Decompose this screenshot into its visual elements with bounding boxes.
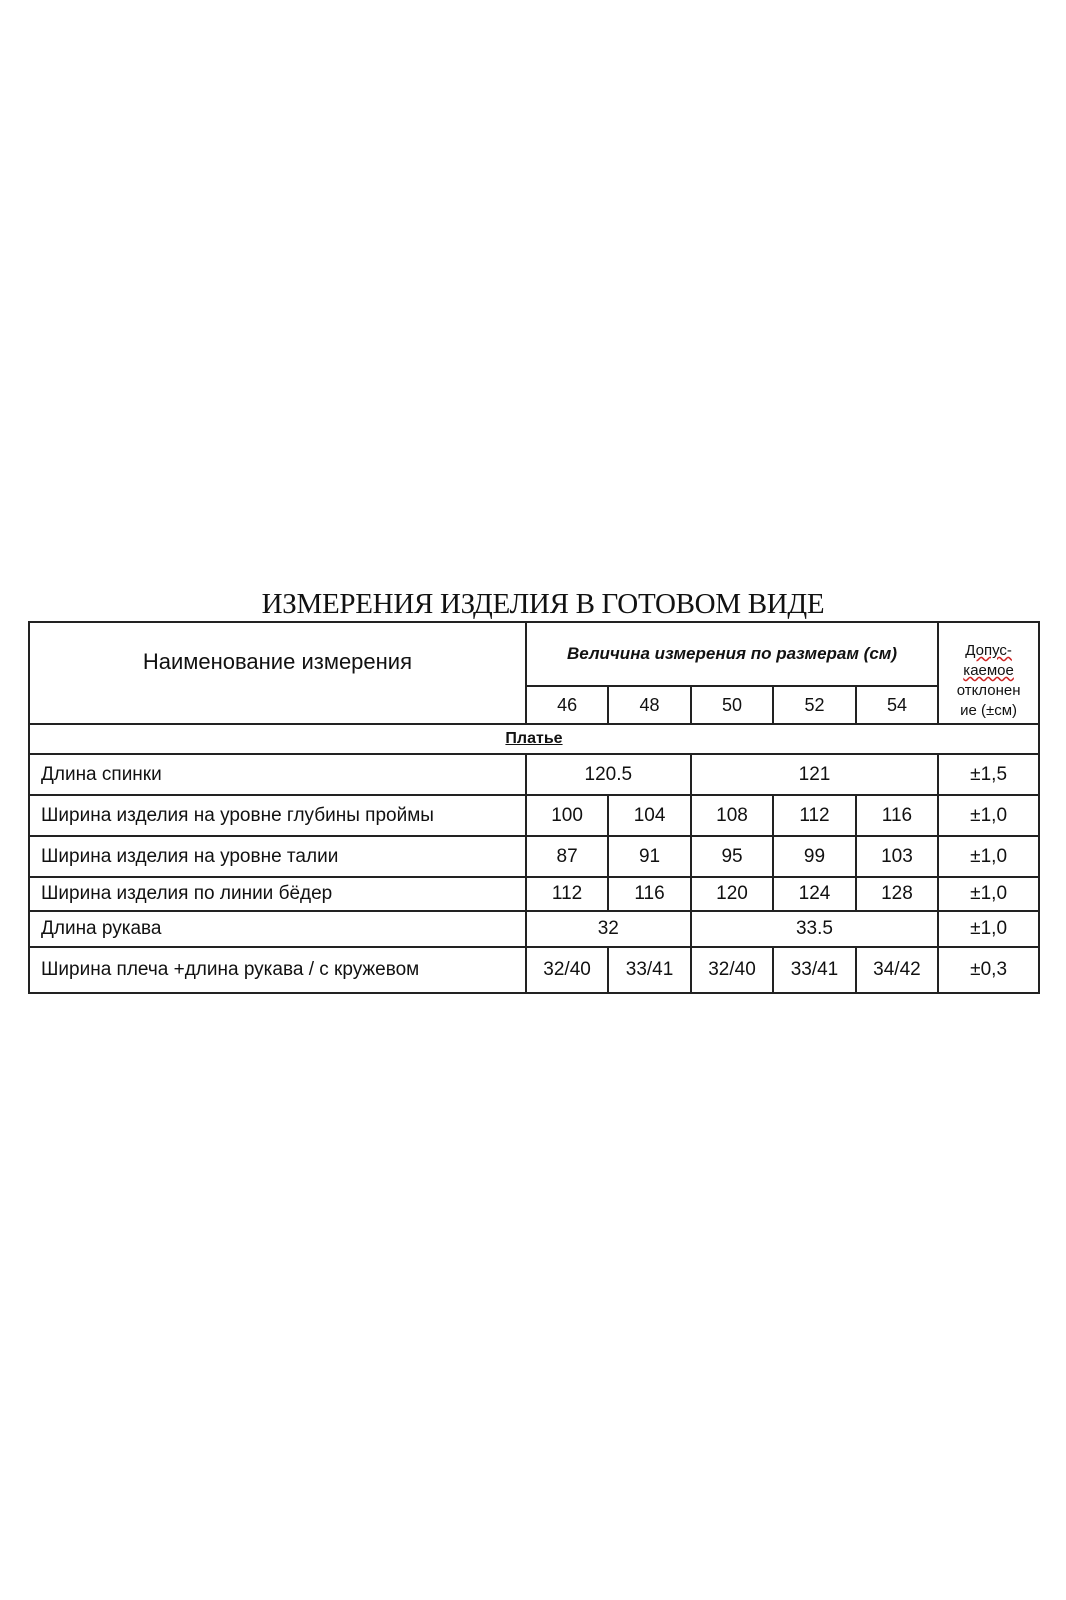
- merged-value: 33.5: [691, 911, 938, 947]
- tolerance-header-line: Допус-: [965, 642, 1012, 659]
- value-cell: 32/40: [691, 947, 773, 993]
- tolerance-value: ±1,0: [938, 795, 1039, 836]
- value-cell: 33/41: [608, 947, 690, 993]
- value-cell: 128: [856, 877, 938, 911]
- value-cell: 87: [526, 836, 608, 877]
- tolerance-header-line: ие (±см): [960, 702, 1018, 719]
- tolerance-header-line: каемое: [963, 662, 1014, 679]
- table-row: [29, 877, 1039, 911]
- tolerance-value: ±1,5: [938, 754, 1039, 795]
- table-row: [29, 911, 1039, 947]
- tolerance-header: [938, 622, 1039, 724]
- row-name: Ширина плеча +длина рукава / с кружевом: [29, 947, 526, 993]
- tolerance-value: ±0,3: [938, 947, 1039, 993]
- section-row: [29, 724, 1039, 754]
- size-header-54: 54: [856, 686, 938, 724]
- tolerance-value: ±1,0: [938, 911, 1039, 947]
- section-title: Платье: [29, 724, 1039, 754]
- value-cell: 34/42: [856, 947, 938, 993]
- value-cell: 104: [608, 795, 690, 836]
- value-cell: 112: [526, 877, 608, 911]
- table-row: [29, 795, 1039, 836]
- merged-value: 120.5: [526, 754, 691, 795]
- table-row: [29, 754, 1039, 795]
- value-cell: 124: [773, 877, 855, 911]
- row-name: Ширина изделия по линии бёдер: [29, 877, 526, 911]
- merged-value: 121: [691, 754, 938, 795]
- row-name: Ширина изделия на уровне талии: [29, 836, 526, 877]
- row-name: Ширина изделия на уровне глубины проймы: [29, 795, 526, 836]
- value-cell: 103: [856, 836, 938, 877]
- size-header-46: 46: [526, 686, 608, 724]
- header-row-1: [29, 622, 1039, 686]
- value-cell: 33/41: [773, 947, 855, 993]
- measurement-name-header: Наименование измерения: [29, 622, 526, 724]
- table-row: [29, 836, 1039, 877]
- measurements-table: [28, 621, 1040, 994]
- row-name: Длина рукава: [29, 911, 526, 947]
- size-header-48: 48: [608, 686, 690, 724]
- value-cell: 108: [691, 795, 773, 836]
- value-cell: 112: [773, 795, 855, 836]
- merged-value: 32: [526, 911, 691, 947]
- tolerance-value: ±1,0: [938, 836, 1039, 877]
- value-cell: 91: [608, 836, 690, 877]
- value-cell: 32/40: [526, 947, 608, 993]
- value-cell: 100: [526, 795, 608, 836]
- tolerance-value: ±1,0: [938, 877, 1039, 911]
- size-header-52: 52: [773, 686, 855, 724]
- size-header-50: 50: [691, 686, 773, 724]
- value-cell: 116: [856, 795, 938, 836]
- document-title: ИЗМЕРЕНИЯ ИЗДЕЛИЯ В ГОТОВОМ ВИДЕ: [261, 588, 825, 620]
- value-cell: 99: [773, 836, 855, 877]
- value-cell: 120: [691, 877, 773, 911]
- row-name: Длина спинки: [29, 754, 526, 795]
- size-group-header: Величина измерения по размерам (см): [526, 622, 938, 686]
- value-cell: 116: [608, 877, 690, 911]
- tolerance-header-line: отклонен: [956, 682, 1021, 699]
- table-row: [29, 947, 1039, 993]
- value-cell: 95: [691, 836, 773, 877]
